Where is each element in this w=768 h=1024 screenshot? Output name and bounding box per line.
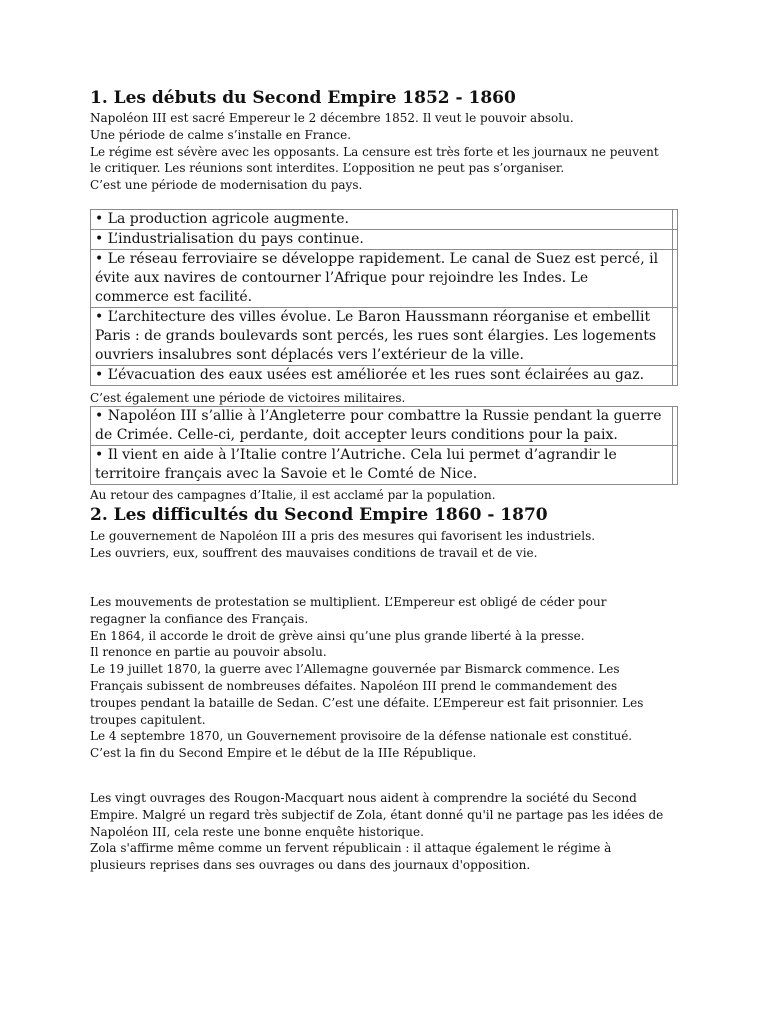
para-line: Empire. Malgré un regard très subjectif de Zola, étant donné qu'il ne partage pas les idées de xyxy=(90,807,664,822)
table-cell xyxy=(91,250,673,308)
table-row xyxy=(91,210,678,230)
para-line: Les ouvriers, eux, souffrent des mauvaises conditions de travail et de vie. xyxy=(90,545,538,560)
section2-para2 xyxy=(90,594,690,762)
empty-cell xyxy=(673,366,678,386)
cell-text: commerce est facilité. xyxy=(95,289,253,305)
cell-text: territoire français avec la Savoie et le Comté de Nice. xyxy=(95,466,478,482)
table-cell xyxy=(91,446,673,485)
table-cell xyxy=(91,366,673,386)
intro-line: Napoléon III est sacré Empereur le 2 décembre 1852. Il veut le pouvoir absolu. xyxy=(90,111,574,125)
para-line: Napoléon III, cela reste une bonne enquête historique. xyxy=(90,824,424,839)
table-row xyxy=(91,230,678,250)
empty-cell xyxy=(673,446,678,485)
intro-line: C’est une période de modernisation du pays. xyxy=(90,178,363,193)
victories-line xyxy=(90,390,690,407)
para-line: troupes capitulent. xyxy=(90,712,206,727)
table-cell xyxy=(91,407,673,446)
section1-intro xyxy=(90,110,690,194)
empty-cell xyxy=(673,210,678,230)
para-line: Il renonce en partie au pouvoir absolu. xyxy=(90,645,327,660)
para-line: plusieurs reprises dans ses ouvrages ou dans des journaux d'opposition. xyxy=(90,858,531,873)
cell-text: • Le réseau ferroviaire se développe rapidement. Le canal de Suez est percé, il xyxy=(95,251,659,267)
victories-text: C’est également une période de victoires militaires. xyxy=(90,391,406,405)
table-row xyxy=(91,250,678,308)
para-line: C’est la fin du Second Empire et le début de la IIIe République. xyxy=(90,746,477,761)
intro-line: le critiquer. Les réunions sont interdites. L’opposition ne peut pas s’organiser. xyxy=(90,161,565,176)
modernisation-table xyxy=(90,209,678,386)
section1-heading: 1. Les débuts du Second Empire 1852 - 1860 xyxy=(90,88,516,108)
empty-cell xyxy=(673,250,678,308)
table-cell xyxy=(91,308,673,366)
intro-line: Une période de calme s’installe en France. xyxy=(90,127,352,142)
para-line: regagner la confiance des Français. xyxy=(90,611,309,626)
cell-text: • La production agricole augmente. xyxy=(95,211,349,227)
intro-line: Le régime est sévère avec les opposants. La censure est très forte et les journaux ne peuvent xyxy=(90,144,659,159)
para-line: Les vingt ouvrages des Rougon-Macquart nous aident à comprendre la société du Second xyxy=(90,791,637,805)
table-row xyxy=(91,308,678,366)
empty-cell xyxy=(673,308,678,366)
section2-heading: 2. Les difficultés du Second Empire 1860 - 1870 xyxy=(90,505,548,525)
para-line: Le 19 juillet 1870, la guerre avec l’Allemagne gouvernée par Bismarck commence. Les xyxy=(90,662,620,677)
para-line: Zola s'affirme même comme un fervent républicain : il attaque également le régime à xyxy=(90,841,612,856)
victories-table xyxy=(90,406,678,485)
cell-text: • L’architecture des villes évolue. Le Baron Haussmann réorganise et embellit xyxy=(95,309,651,325)
empty-cell xyxy=(673,407,678,446)
cell-text: de Crimée. Celle-ci, perdante, doit accepter leurs conditions pour la paix. xyxy=(95,427,618,443)
para-line: troupes pendant la bataille de Sedan. C’est une défaite. L’Empereur est fait prisonnier. Les xyxy=(90,695,644,710)
table-cell xyxy=(91,210,673,230)
para-line: Le gouvernement de Napoléon III a pris des mesures qui favorisent les industriels. xyxy=(90,529,596,543)
cell-text: évite aux navires de contourner l’Afrique pour rejoindre les Indes. Le xyxy=(95,270,589,286)
cell-text: • Napoléon III s’allie à l’Angleterre pour combattre la Russie pendant la guerre xyxy=(95,408,662,424)
table-row xyxy=(91,446,678,485)
section2-para1 xyxy=(90,528,690,562)
return-text: Au retour des campagnes d’Italie, il est acclamé par la population. xyxy=(90,488,496,502)
section2-para3 xyxy=(90,790,690,874)
table-row xyxy=(91,366,678,386)
empty-cell xyxy=(673,230,678,250)
table-row xyxy=(91,407,678,446)
cell-text: ouvriers insalubres sont déplacés vers l’extérieur de la ville. xyxy=(95,347,524,363)
cell-text: • L’industrialisation du pays continue. xyxy=(95,231,364,247)
cell-text: Paris : de grands boulevards sont percés, les rues sont élargies. Les logements xyxy=(95,328,657,344)
return-line xyxy=(90,487,690,504)
cell-text: • Il vient en aide à l’Italie contre l’Autriche. Cela lui permet d’agrandir le xyxy=(95,447,617,463)
para-line: Les mouvements de protestation se multiplient. L’Empereur est obligé de céder pour xyxy=(90,595,607,609)
para-line: En 1864, il accorde le droit de grève ainsi qu’une plus grande liberté à la presse. xyxy=(90,628,585,643)
para-line: Français subissent de nombreuses défaites. Napoléon III prend le commandement des xyxy=(90,678,618,693)
cell-text: • L’évacuation des eaux usées est améliorée et les rues sont éclairées au gaz. xyxy=(95,367,645,383)
table-cell xyxy=(91,230,673,250)
para-line: Le 4 septembre 1870, un Gouvernement provisoire de la défense nationale est constitué. xyxy=(90,729,633,744)
